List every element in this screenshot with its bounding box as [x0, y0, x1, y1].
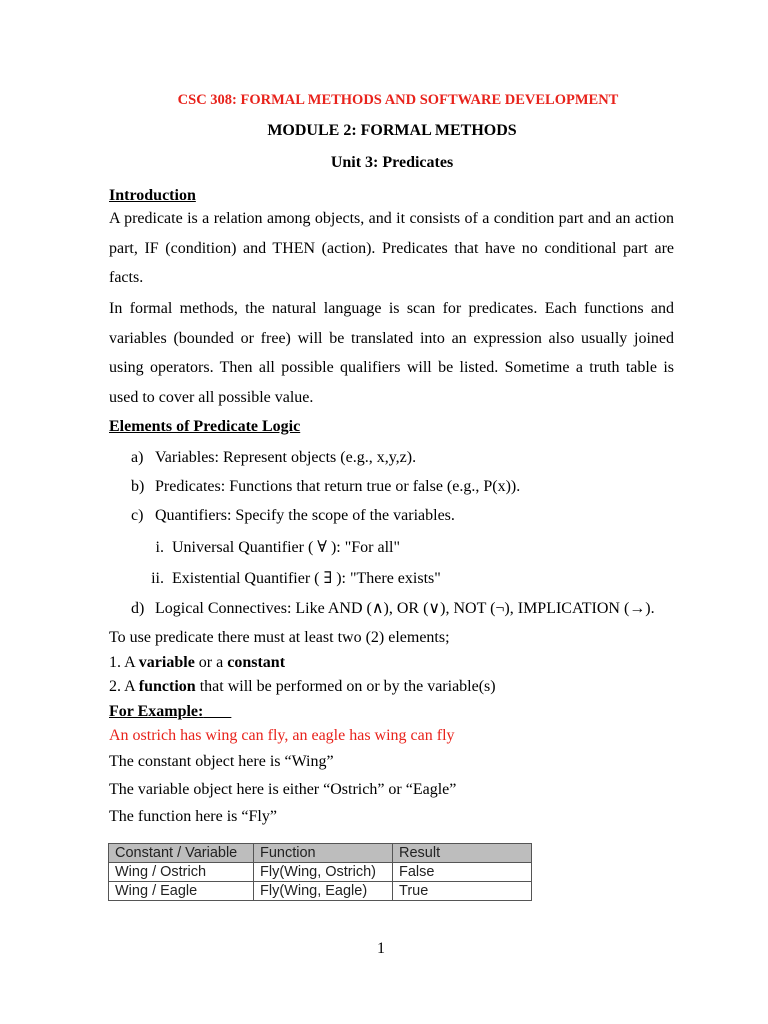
- list-item-text: Existential Quantifier ( ∃ ): "There exists": [172, 570, 441, 587]
- table-cell: True: [393, 882, 532, 901]
- list-marker: c): [131, 507, 144, 524]
- elements-heading: Elements of Predicate Logic: [109, 418, 301, 435]
- introduction-heading: Introduction: [109, 187, 196, 204]
- table-cell: Wing / Eagle: [109, 882, 254, 901]
- example-sentence: An ostrich has wing can fly, an eagle has wing can fly: [109, 727, 455, 744]
- table-row: [109, 882, 532, 901]
- list-item-b: [131, 478, 520, 496]
- usage-item-1: [109, 654, 285, 672]
- intro-paragraph-1: A predicate is a relation among objects, and it consists of a condition part and an action part, IF (condition) and THEN (action). Predicates that have no conditional part are facts.: [109, 210, 674, 286]
- example-heading-text: For Example:: [109, 703, 204, 720]
- list-subitem-ii: [138, 568, 441, 588]
- list-marker: d): [131, 600, 145, 617]
- table-header-row: [109, 844, 532, 863]
- usage-text: 2. A: [109, 678, 139, 695]
- list-item-a: [131, 449, 416, 467]
- table-header-cell: Constant / Variable: [109, 844, 254, 863]
- predicate-table: [108, 843, 532, 901]
- table-row: [109, 863, 532, 882]
- list-item-d: [131, 598, 655, 618]
- list-item-c: [131, 507, 455, 525]
- list-item-text: Variables: Represent objects (e.g., x,y,z).: [155, 449, 417, 466]
- usage-item-2: [109, 678, 496, 696]
- list-subitem-i: [138, 537, 400, 557]
- usage-bold: variable: [138, 654, 195, 671]
- usage-text: 1. A: [109, 654, 139, 671]
- table-cell: Wing / Ostrich: [109, 863, 254, 882]
- list-item-text: Quantifiers: Specify the scope of the variables.: [155, 507, 455, 524]
- list-marker: a): [131, 449, 144, 466]
- example-constant: The constant object here is “Wing”: [109, 753, 334, 770]
- unit-title: Unit 3: Predicates: [330, 154, 454, 171]
- usage-bold: function: [138, 678, 196, 695]
- table-cell: Fly(Wing, Ostrich): [254, 863, 393, 882]
- example-variable: The variable object here is either “Ostrich” or “Eagle”: [109, 781, 457, 798]
- list-marker: ii.: [151, 570, 164, 587]
- module-title: MODULE 2: FORMAL METHODS: [267, 122, 517, 139]
- example-function: The function here is “Fly”: [109, 808, 277, 825]
- table-header-cell: Function: [254, 844, 393, 863]
- list-item-text: Universal Quantifier ( ∀ ): "For all": [172, 539, 400, 556]
- page-number: 1: [377, 940, 385, 957]
- list-marker: b): [131, 478, 145, 495]
- usage-text: or a: [194, 654, 228, 671]
- list-item-text: Logical Connectives: Like AND (∧), OR (∨), NOT (¬), IMPLICATION (→).: [155, 600, 655, 617]
- usage-bold: constant: [227, 654, 286, 671]
- table-cell: False: [393, 863, 532, 882]
- list-item-text: Predicates: Functions that return true or false (e.g., P(x)).: [155, 478, 521, 495]
- example-heading: [109, 703, 231, 721]
- usage-text: that will be performed on or by the variable(s): [195, 678, 496, 695]
- list-marker: i.: [155, 539, 164, 556]
- intro-paragraph-2: In formal methods, the natural language is scan for predicates. Each functions and variables (bounded or free) will be translated into an expression also usually joined using operators. Then all possible qualifiers will be listed. Sometime a truth table is used to cover all possible value.: [109, 300, 674, 406]
- table-header-cell: Result: [393, 844, 532, 863]
- course-title: CSC 308: FORMAL METHODS AND SOFTWARE DEVELOPMENT: [177, 92, 619, 108]
- usage-intro: To use predicate there must at least two (2) elements;: [109, 629, 450, 646]
- table-cell: Fly(Wing, Eagle): [254, 882, 393, 901]
